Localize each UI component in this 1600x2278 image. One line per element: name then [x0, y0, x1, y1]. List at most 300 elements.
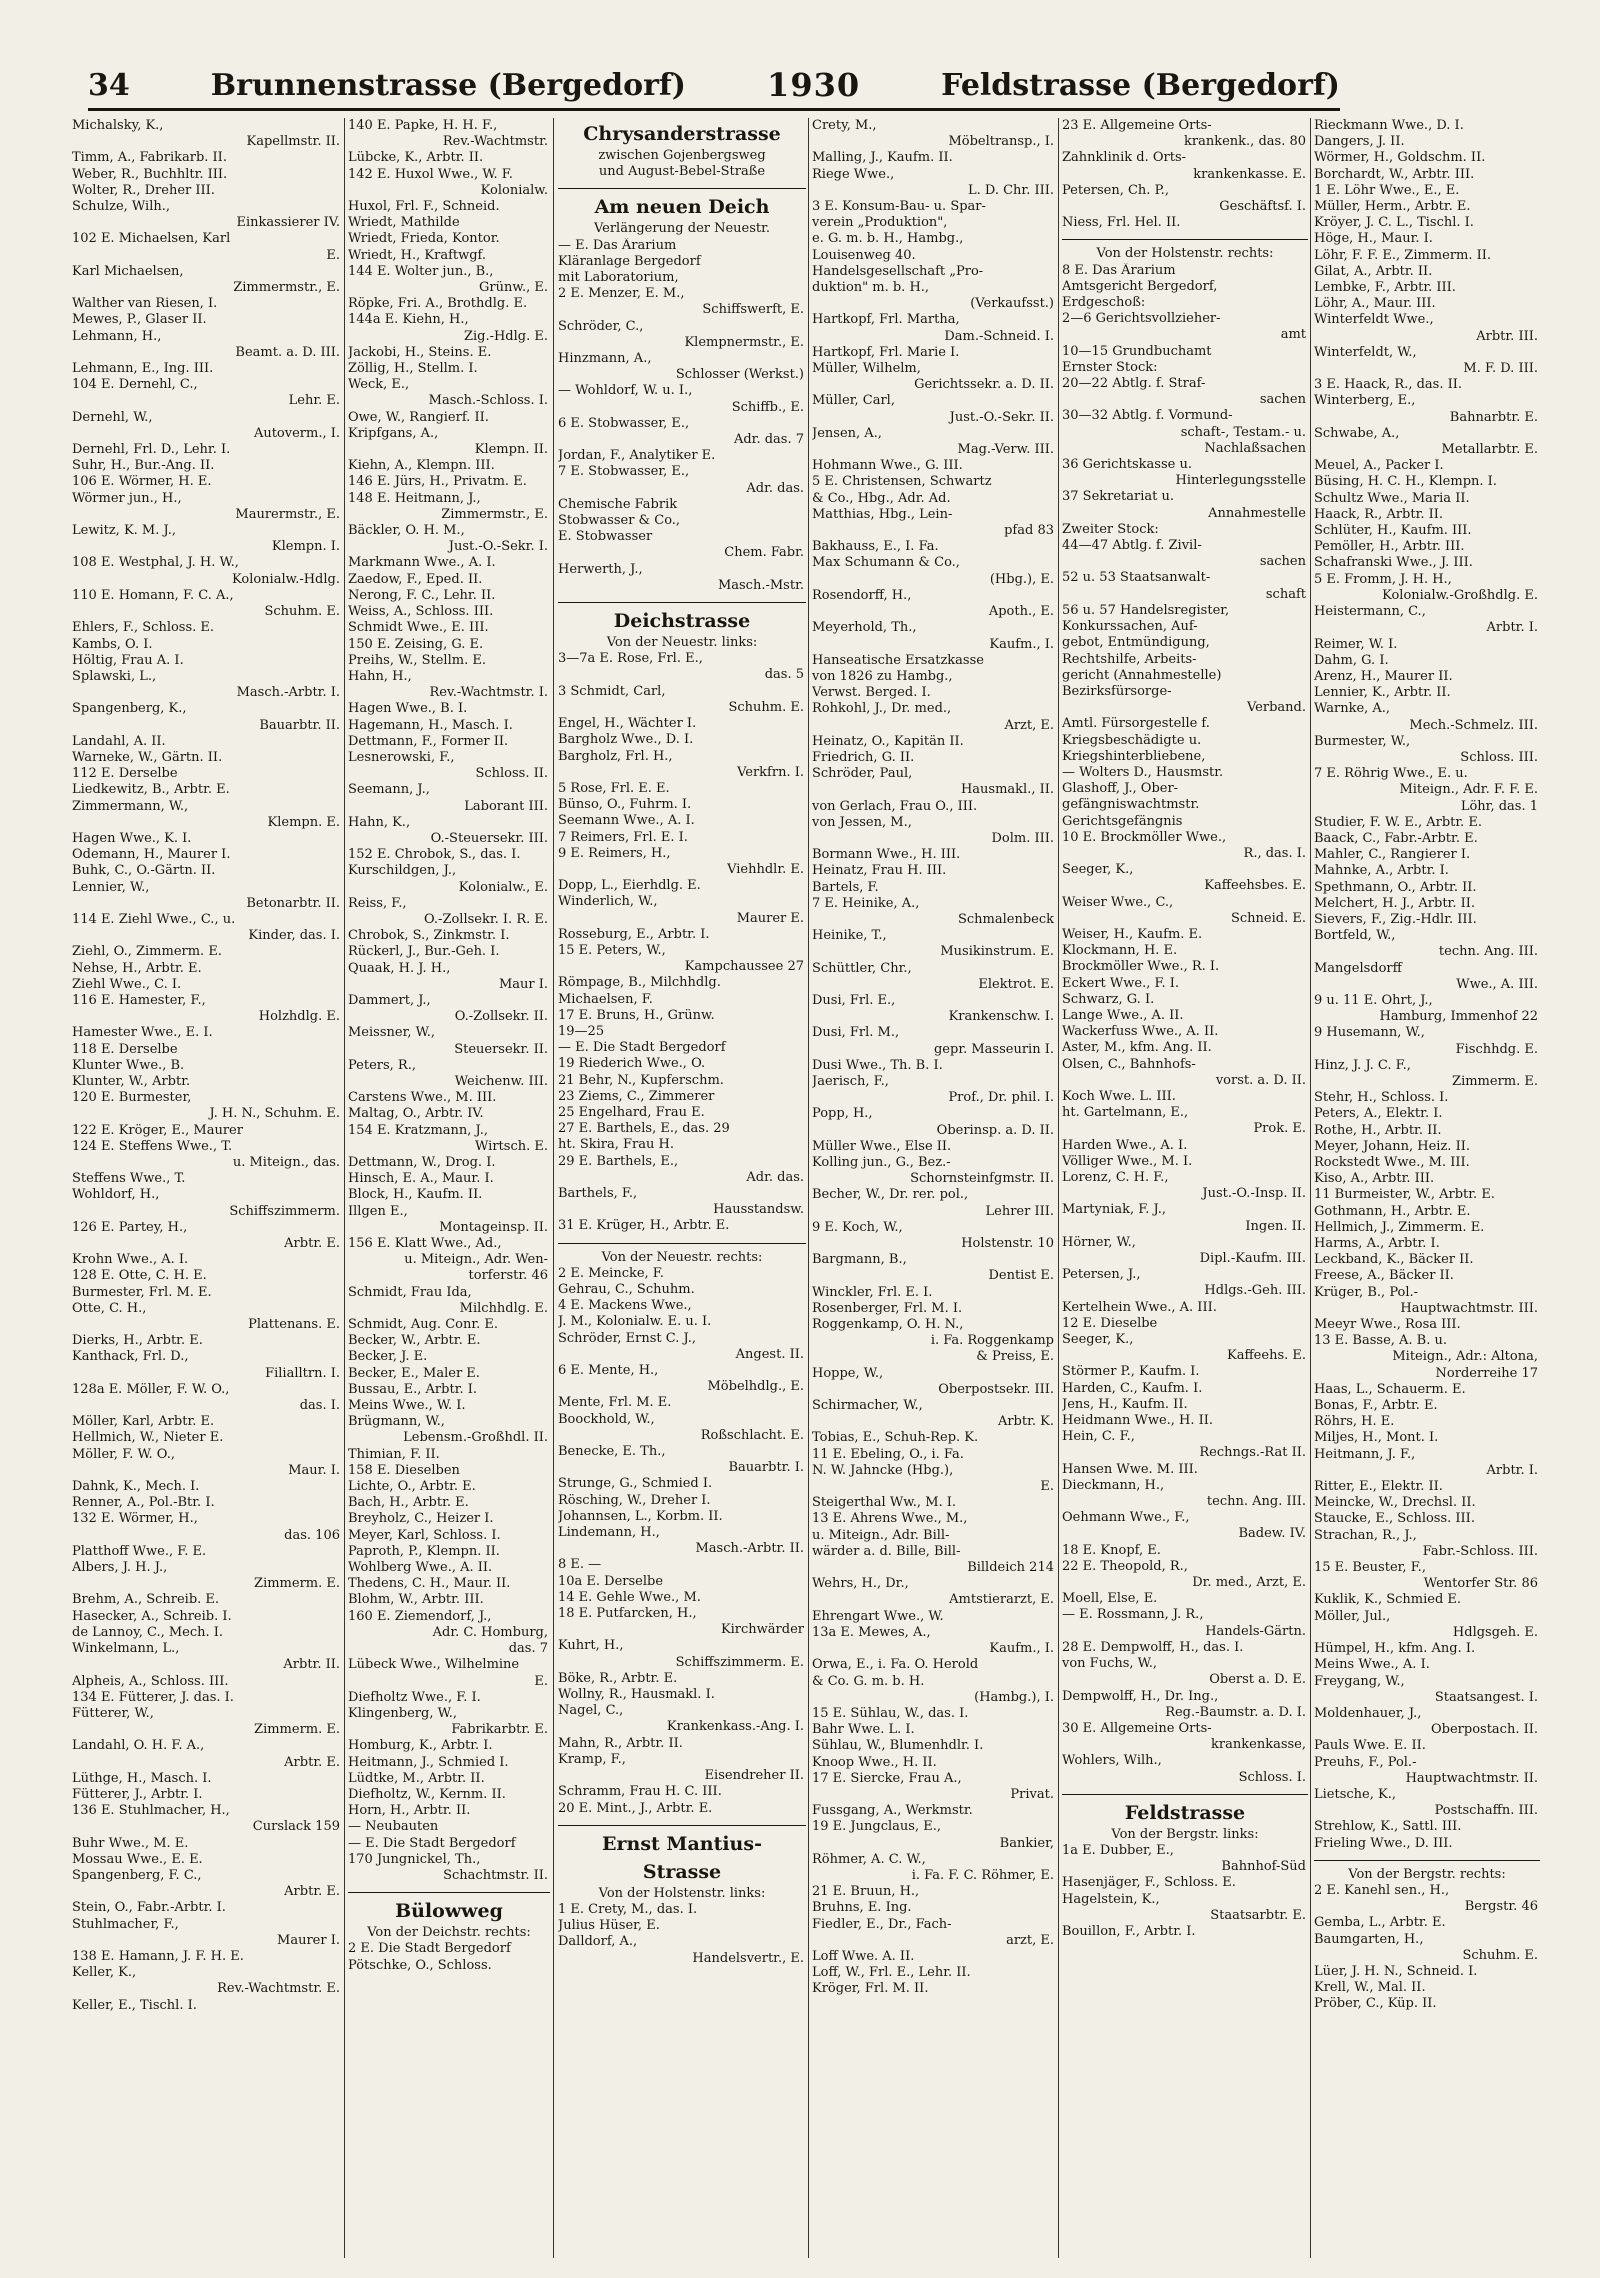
directory-entry-line: Leckband, K., Bäcker II.: [1314, 1252, 1474, 1268]
directory-entry-line: Warneke, W., Gärtn. II.: [72, 749, 223, 765]
directory-entry-line: Hansen Wwe. M. III.: [1062, 1461, 1198, 1477]
directory-entry-line: Rothe, H., Arbtr. II.: [1314, 1122, 1442, 1138]
directory-entry-line: Wwe., A. III.: [1456, 976, 1538, 992]
directory-entry-line: Harms, A., Arbtr. I.: [1314, 1236, 1440, 1252]
directory-entry-line: 7 E. Stobwasser, E.,: [558, 464, 690, 480]
directory-entry-line: Platthoff Wwe., F. E.: [72, 1543, 207, 1559]
directory-entry-line: Stehr, H., Schloss. I.: [1314, 1090, 1449, 1106]
directory-entry-line: Hinz, J. J. C. F.,: [1314, 1057, 1411, 1073]
directory-entry-line: Pötschke, O., Schloss.: [348, 1957, 492, 1973]
directory-entry-line: 19 Riederich Wwe., O.: [558, 1056, 706, 1072]
directory-entry-line: von 1826 zu Hambg.,: [812, 668, 953, 684]
directory-entry-line: Konkurssachen, Auf-: [1062, 619, 1198, 635]
directory-entry-line: Elektrot. E.: [978, 976, 1054, 992]
column-divider: [1310, 118, 1311, 2258]
directory-entry-line: Hohmann Wwe., G. III.: [812, 458, 963, 474]
directory-entry-line: Boockhold, W.,: [558, 1411, 655, 1427]
directory-entry-line: Hagelstein, K.,: [1062, 1891, 1160, 1907]
directory-entry-line: Bahnarbtr. E.: [1449, 409, 1538, 425]
directory-entry-line: krankenk., das. 80: [1184, 134, 1306, 150]
directory-entry-line: Winderlich, W.,: [558, 894, 658, 910]
directory-entry-line: Hoppe, W.,: [812, 1365, 884, 1381]
street-subheading: Von der Neuestr. rechts:: [601, 1249, 763, 1265]
directory-entry-line: Strehlow, K., Sattl. III.: [1314, 1819, 1462, 1835]
directory-entry-line: Schloss. I.: [1238, 1769, 1306, 1785]
directory-entry-line: Filialltrn. I.: [265, 1365, 340, 1381]
directory-entry-line: Seemann Wwe., A. I.: [558, 813, 695, 829]
directory-entry-line: Heinatz, O., Kapitän II.: [812, 733, 964, 749]
directory-entry-line: ht. Gartelmann, E.,: [1062, 1105, 1189, 1121]
directory-entry-line: Möbeltransp., I.: [948, 134, 1054, 150]
directory-entry-line: Harden Wwe., A. I.: [1062, 1137, 1188, 1153]
directory-entry-line: Kinder, das. I.: [248, 928, 340, 944]
directory-entry-line: Kläranlage Bergedorf: [558, 253, 701, 269]
directory-entry-line: 27 E. Barthels, E., das. 29: [558, 1121, 730, 1137]
directory-entry-line: Rechtshilfe, Arbeits-: [1062, 651, 1197, 667]
directory-entry-line: Arbtr. I.: [1486, 1462, 1538, 1478]
directory-entry-line: Liedkewitz, B., Arbtr. E.: [72, 782, 230, 798]
directory-entry-line: 2 E. Die Stadt Bergedorf: [348, 1941, 511, 1957]
directory-entry-line: Gilat, A., Arbtr. II.: [1314, 263, 1433, 279]
street-heading: Am neuen Deich: [594, 196, 770, 219]
directory-entry-line: Albers, J. H. J.,: [72, 1560, 168, 1576]
street-subheading: Verlängerung der Neuestr.: [593, 221, 771, 237]
directory-entry-line: Diefholtz, W., Kernm. II.: [348, 1786, 506, 1802]
directory-entry-line: Wriedt, Frieda, Kontor.: [348, 231, 500, 247]
directory-entry-line: Schramm, Frau H. C. III.: [558, 1784, 722, 1800]
directory-entry-line: Block, H., Kaufm. II.: [348, 1187, 483, 1203]
directory-entry-line: 19 E. Jungclaus, E.,: [812, 1819, 941, 1835]
directory-entry-line: 36 Gerichtskasse u.: [1062, 457, 1192, 473]
directory-entry-line: Arbtr. E.: [284, 1884, 340, 1900]
directory-entry-line: Schwarz, G. I.: [1062, 991, 1155, 1007]
directory-entry-line: 11 E. Ebeling, O., i. Fa.: [812, 1446, 964, 1462]
directory-entry-line: Baack, C., Fabr.-Arbtr. E.: [1314, 830, 1478, 846]
directory-entry-line: Büsing, H. C. H., Klempn. I.: [1314, 474, 1497, 490]
directory-entry-line: das. I.: [299, 1398, 340, 1414]
directory-entry-line: 1 E. Crety, M., das. I.: [558, 1901, 698, 1917]
directory-entry-line: 102 E. Michaelsen, Karl: [72, 231, 231, 247]
directory-entry-line: Michalsky, K.,: [72, 118, 164, 133]
directory-entry-line: Zimmerm. E.: [254, 1722, 340, 1738]
directory-entry-line: Jensen, A.,: [812, 425, 882, 441]
directory-entry-line: Loff Wwe. A. II.: [812, 1948, 915, 1964]
directory-entry-line: gebot, Entmündigung,: [1062, 635, 1210, 651]
directory-entry-line: Matthias, Hbg., Lein-: [812, 506, 953, 522]
directory-entry-line: 154 E. Kratzmann, J.,: [348, 1122, 489, 1138]
directory-entry-line: 15 E. Beuster, F.,: [1314, 1560, 1426, 1576]
directory-entry-line: Lorenz, C. H. F.,: [1062, 1170, 1169, 1185]
directory-entry-line: Jens, H., Kaufm. II.: [1062, 1396, 1188, 1412]
directory-entry-line: Benecke, E. Th.,: [558, 1444, 666, 1460]
directory-entry-line: Wentorfer Str. 86: [1423, 1576, 1538, 1592]
directory-entry-line: Kröger, Frl. M. II.: [812, 1981, 929, 1997]
street-heading: Strasse: [642, 1860, 722, 1883]
section-separator: [558, 1825, 806, 1826]
section-separator: [558, 188, 806, 189]
directory-entry-line: Heidmann Wwe., H. II.: [1062, 1413, 1214, 1429]
directory-entry-line: mit Laboratorium,: [558, 270, 679, 286]
directory-entry-line: Gemba, L., Arbtr. E.: [1314, 1915, 1446, 1931]
directory-entry-line: Meuel, A., Packer I.: [1314, 458, 1444, 474]
directory-entry-line: Just.-O.-Sekr. I.: [448, 539, 548, 555]
directory-entry-line: E. Stobwasser: [558, 529, 653, 545]
directory-entry-line: — E. Das Ärarium: [558, 237, 677, 253]
directory-entry-line: Möller, Jul.,: [1314, 1608, 1391, 1624]
right-street-title: Feldstrasse (Bergedorf): [941, 67, 1340, 103]
directory-entry-line: Fussgang, A., Werkmstr.: [812, 1803, 973, 1819]
directory-entry-line: Lübeck Wwe., Wilhelmine: [348, 1657, 520, 1673]
directory-entry-line: Weiss, A., Schloss. III.: [348, 604, 494, 620]
directory-entry-line: 13 E. Ahrens Wwe., M.,: [812, 1511, 968, 1527]
directory-entry-line: 118 E. Derselbe: [72, 1041, 178, 1057]
directory-entry-line: Bonas, F., Arbtr. E.: [1314, 1398, 1438, 1414]
directory-entry-line: Plattenans. E.: [248, 1317, 340, 1333]
directory-entry-line: Barthels, F.,: [558, 1185, 638, 1201]
directory-entry-line: Kröyer, J. C. L., Tischl. I.: [1314, 215, 1474, 231]
directory-entry-line: Wörmer, H., Goldschm. II.: [1314, 150, 1486, 166]
directory-entry-line: Ehlers, F., Schloss. E.: [72, 620, 215, 636]
directory-entry-line: Paproth, P., Klempn. II.: [348, 1543, 500, 1559]
directory-entry-line: Beamt. a. D. III.: [235, 344, 340, 360]
directory-entry-line: Dalldorf, A.,: [558, 1934, 638, 1950]
directory-entry-line: Hanseatische Ersatzkasse: [812, 652, 984, 668]
directory-entry-line: Möller, Karl, Arbtr. E.: [72, 1414, 215, 1430]
directory-entry-line: Fabrikarbtr. E.: [451, 1722, 548, 1738]
section-separator: [1314, 1860, 1540, 1861]
directory-entry-line: R., das. I.: [1243, 845, 1306, 861]
directory-entry-line: Möller, F. W. O.,: [72, 1446, 175, 1462]
street-heading: Bülowweg: [395, 1900, 503, 1923]
page-number: 34: [88, 67, 130, 103]
directory-entry-line: — E. Die Stadt Bergedorf: [558, 1040, 726, 1056]
directory-entry-line: Mangelsdorff: [1314, 960, 1402, 976]
directory-entry-line: Baumgarten, H.,: [1314, 1931, 1424, 1947]
section-separator: [558, 602, 806, 603]
directory-entry-line: gericht (Annahmestelle): [1062, 667, 1222, 683]
directory-entry-line: Löhr, A., Maur. III.: [1314, 296, 1436, 312]
directory-entry-line: Sievers, F., Zig.-Hdlr. III.: [1314, 911, 1477, 927]
directory-entry-line: Warnke, A.,: [1314, 701, 1391, 717]
directory-entry-line: Rev.-Wachtmstr. E.: [217, 1981, 340, 1997]
street-subheading: Von der Holstenstr. links:: [598, 1885, 766, 1901]
directory-entry-line: Miteign., Adr. F. F. E.: [1399, 782, 1538, 798]
directory-entry-line: 9 E. Reimers, H.,: [558, 845, 671, 861]
directory-entry-line: Staatsarbtr. E.: [1210, 1907, 1306, 1923]
directory-entry-line: 25 Engelhard, Frau E.: [558, 1104, 705, 1120]
directory-entry-line: das. 7: [508, 1641, 548, 1657]
street-subheading: und August-Bebel-Straße: [598, 164, 766, 180]
directory-entry-line: Hagen Wwe., B. I.: [348, 701, 468, 717]
directory-entry-line: 144a E. Kiehn, H.,: [348, 312, 469, 328]
directory-entry-line: Dierks, H., Arbtr. E.: [72, 1333, 203, 1349]
directory-entry-line: 116 E. Hamester, F.,: [72, 992, 206, 1008]
directory-entry-line: 110 E. Homann, F. C. A.,: [72, 587, 234, 603]
directory-entry-line: Louisenweg 40.: [812, 247, 916, 263]
directory-entry-line: Meins Wwe., W. I.: [348, 1398, 466, 1414]
directory-entry-line: Rechngs.-Rat II.: [1199, 1445, 1306, 1461]
directory-entry-line: Handels-Gärtn.: [1205, 1623, 1306, 1639]
directory-entry-line: gefängniswachtmstr.: [1062, 797, 1200, 813]
directory-entry-line: Schiffswerft, E.: [702, 302, 804, 318]
directory-entry-line: Zig.-Hdlg. E.: [463, 328, 548, 344]
directory-entry-line: 112 E. Derselbe: [72, 766, 178, 782]
directory-entry-line: L. D. Chr. III.: [967, 182, 1054, 198]
directory-entry-line: Verband.: [1246, 700, 1306, 716]
directory-entry-line: Staatsangest. I.: [1434, 1689, 1538, 1705]
directory-entry-line: 10a E. Derselbe: [558, 1573, 664, 1589]
directory-entry-line: Dusi Wwe., Th. B. I.: [812, 1057, 943, 1073]
directory-entry-line: von Jessen, M.,: [812, 814, 912, 830]
directory-entry-line: de Lannoy, C., Mech. I.: [72, 1624, 224, 1640]
directory-entry-line: Seeger, K.,: [1062, 862, 1134, 878]
directory-entry-line: Eckert Wwe., F. I.: [1062, 975, 1180, 991]
directory-entry-line: Nehse, H., Arbtr. E.: [72, 960, 202, 976]
directory-entry-line: 29 E. Barthels, E.,: [558, 1153, 679, 1169]
directory-entry-line: Roßschlacht. E.: [700, 1427, 804, 1443]
directory-entry-line: Homburg, K., Arbtr. I.: [348, 1738, 493, 1754]
directory-entry-line: 156 E. Klatt Wwe., Ad.,: [348, 1236, 502, 1252]
directory-entry-line: Dahnk, K., Mech. I.: [72, 1479, 200, 1495]
directory-entry-line: 17 E. Bruns, H., Grünw.: [558, 1007, 715, 1023]
directory-entry-line: — Neubauten: [348, 1819, 439, 1835]
directory-entry-line: Betonarbtr. II.: [246, 895, 340, 911]
directory-entry-line: Curslack 159: [252, 1819, 340, 1835]
directory-entry-line: 20 E. Mint., J., Arbtr. E.: [558, 1800, 713, 1816]
directory-entry-line: verein „Produktion",: [812, 215, 948, 231]
directory-entry-line: Dentist E.: [988, 1268, 1054, 1284]
directory-entry-line: Orwa, E., i. Fa. O. Herold: [812, 1657, 979, 1673]
directory-entry-line: Rösching, W., Dreher I.: [558, 1492, 711, 1508]
directory-entry-line: Lebensm.-Großhdl. II.: [403, 1430, 548, 1446]
directory-entry-line: Bahr Wwe. L. I.: [812, 1722, 915, 1738]
directory-entry-line: Keller, K.,: [72, 1965, 137, 1981]
directory-entry-line: Höge, H., Maur. I.: [1314, 231, 1433, 247]
directory-entry-line: — E. Die Stadt Bergedorf: [348, 1835, 516, 1851]
directory-column-1: [72, 118, 342, 2258]
directory-entry-line: Lübcke, K., Arbtr. II.: [348, 150, 484, 166]
directory-entry-line: Strunge, G., Schmied I.: [558, 1476, 713, 1492]
directory-entry-line: Schlüter, H., Kaufm. III.: [1314, 523, 1472, 539]
directory-entry-line: Hörner, W.,: [1062, 1234, 1136, 1250]
directory-entry-line: Rosendorff, H.,: [812, 587, 912, 603]
directory-entry-line: Pauls Wwe. E. II.: [1314, 1738, 1426, 1754]
directory-entry-line: 104 E. Dernehl, C.,: [72, 377, 198, 393]
directory-entry-line: Heinatz, Frau H. III.: [812, 863, 947, 879]
directory-entry-line: & Preiss, E.: [976, 1349, 1054, 1365]
directory-entry-line: E.: [326, 247, 340, 263]
directory-entry-line: 128 E. Otte, C. H. E.: [72, 1268, 207, 1284]
directory-entry-line: Schlosser (Werkst.): [675, 367, 804, 383]
directory-entry-line: Klunter Wwe., B.: [72, 1057, 185, 1073]
directory-entry-line: techn. Ang. III.: [1206, 1494, 1306, 1510]
directory-entry-line: Prok. E.: [1253, 1121, 1306, 1137]
directory-entry-line: Steigerthal Ww., M. I.: [812, 1495, 957, 1511]
directory-entry-line: Wörmer jun., H.,: [72, 490, 182, 506]
directory-entry-line: Lichte, O., Arbtr. E.: [348, 1479, 476, 1495]
directory-entry-line: Becher, W., Dr. rer. pol.,: [812, 1187, 969, 1203]
directory-entry-line: Hasenjäger, F., Schloss. E.: [1062, 1875, 1236, 1891]
directory-entry-line: Bortfeld, W.,: [1314, 928, 1396, 944]
section-separator: [1062, 1794, 1308, 1795]
directory-entry-line: Stein, O., Fabr.-Arbtr. I.: [72, 1900, 226, 1916]
directory-entry-line: Maurermstr., E.: [235, 506, 340, 522]
directory-entry-line: Wackerfuss Wwe., A. II.: [1062, 1024, 1219, 1040]
directory-entry-line: 13 E. Basse, A. B. u.: [1314, 1333, 1448, 1349]
directory-entry-line: Störmer P., Kaufm. I.: [1062, 1364, 1200, 1380]
directory-entry-line: Mahnke, A., Arbtr. I.: [1314, 863, 1449, 879]
directory-entry-line: i. Fa. F. C. Röhmer, E.: [911, 1867, 1054, 1883]
directory-entry-line: Kuklik, K., Schmied E.: [1314, 1592, 1462, 1608]
directory-entry-line: Lüthge, H., Masch. I.: [72, 1770, 212, 1786]
directory-entry-line: Dam.-Schneid. I.: [944, 328, 1054, 344]
directory-entry-line: Landahl, O. H. F. A.,: [72, 1738, 205, 1754]
directory-entry-line: Verwst. Berged. I.: [812, 685, 931, 701]
directory-entry-line: Spangenberg, F. C.,: [72, 1867, 202, 1883]
directory-entry-line: 124 E. Steffens Wwe., T.: [72, 1138, 233, 1154]
directory-entry-line: 12 E. Dieselbe: [1062, 1315, 1158, 1331]
directory-entry-line: torferstr. 46: [468, 1268, 548, 1284]
directory-entry-line: 132 E. Wörmer, H.,: [72, 1511, 198, 1527]
directory-entry-line: von Fuchs, W.,: [1062, 1656, 1158, 1672]
directory-entry-line: Reiss, F.,: [348, 895, 407, 911]
street-subheading: Von der Bergstr. rechts:: [1348, 1866, 1506, 1882]
directory-entry-line: E.: [1040, 1479, 1054, 1495]
directory-entry-line: 6 E. Stobwasser, E.,: [558, 415, 690, 431]
directory-entry-line: Rev.-Wachtmstr. I.: [429, 685, 548, 701]
directory-entry-line: Höltig, Frau A. I.: [72, 652, 184, 668]
directory-entry-line: Winterfeldt, W.,: [1314, 344, 1417, 360]
directory-entry-line: Koch Wwe. L. III.: [1062, 1088, 1176, 1104]
directory-entry-line: Quaak, H. J. H.,: [348, 960, 451, 976]
directory-entry-line: Dolm. III.: [991, 830, 1054, 846]
directory-entry-line: Maur. I.: [288, 1462, 340, 1478]
directory-entry-line: Postschaffn. III.: [1434, 1803, 1538, 1819]
directory-entry-line: Freese, A., Bäcker II.: [1314, 1268, 1454, 1284]
directory-entry-line: Reimer, W. I.: [1314, 636, 1398, 652]
directory-entry-line: Hein, C. F.,: [1062, 1429, 1135, 1445]
directory-entry-line: 9 Husemann, W.,: [1314, 1025, 1425, 1041]
directory-entry-line: 30 E. Allgemeine Orts-: [1062, 1720, 1212, 1736]
directory-entry-line: Hagen Wwe., K. I.: [72, 830, 192, 846]
directory-entry-line: Seeger, K.,: [1062, 1332, 1134, 1348]
directory-entry-line: Aster, M., kfm. Ang. II.: [1062, 1040, 1212, 1056]
directory-entry-line: Martyniak, F. J.,: [1062, 1202, 1166, 1218]
directory-entry-line: Wohlberg Wwe., A. II.: [348, 1560, 493, 1576]
directory-entry-line: Bergstr. 46: [1464, 1899, 1538, 1915]
directory-entry-line: Musikinstrum. E.: [940, 944, 1054, 960]
directory-entry-line: 146 E. Jürs, H., Privatm. E.: [348, 474, 527, 490]
directory-entry-line: Röpke, Fri. A., Brothdlg. E.: [348, 296, 528, 312]
directory-entry-line: Petersen, J.,: [1062, 1267, 1141, 1283]
directory-entry-line: 18 E. Knopf, E.: [1062, 1542, 1161, 1558]
directory-entry-line: 21 Behr, N., Kupferschm.: [558, 1072, 724, 1088]
directory-entry-line: O.-Steuersekr. III.: [430, 830, 548, 846]
directory-entry-line: Römpage, B., Milchhdlg.: [558, 975, 721, 991]
directory-entry-line: Hümpel, H., kfm. Ang. I.: [1314, 1641, 1476, 1657]
directory-entry-line: Schachtmstr. II.: [443, 1867, 548, 1883]
directory-entry-line: Krüger, B., Pol.-: [1314, 1284, 1419, 1300]
directory-entry-line: Olsen, C., Bahnhofs-: [1062, 1056, 1196, 1072]
directory-entry-line: Spangenberg, K.,: [72, 701, 187, 717]
directory-entry-line: 3 Schmidt, Carl,: [558, 683, 666, 699]
directory-entry-line: 44—47 Abtlg. f. Zivil-: [1062, 538, 1202, 554]
directory-entry-line: Müller, Herm., Arbtr. E.: [1314, 199, 1471, 215]
directory-entry-line: 148 E. Heitmann, J.,: [348, 490, 481, 506]
directory-entry-line: Schröder, C.,: [558, 318, 644, 334]
directory-entry-line: Steffens Wwe., T.: [72, 1171, 186, 1187]
directory-entry-line: 15 E. Peters, W.,: [558, 942, 666, 958]
directory-entry-line: Timm, A., Fabrikarb. II.: [72, 150, 227, 166]
directory-entry-line: (Hbg.), E.: [989, 571, 1054, 587]
directory-entry-line: Weiser Wwe., C.,: [1062, 894, 1174, 910]
directory-entry-line: Bargmann, B.,: [812, 1252, 907, 1268]
directory-entry-line: Schafranski Wwe., J. III.: [1314, 555, 1473, 571]
directory-entry-line: Crety, M.,: [812, 118, 877, 133]
directory-entry-line: Moldenhauer, J.,: [1314, 1705, 1422, 1721]
directory-entry-line: Roggenkamp, O. H. N.,: [812, 1317, 964, 1333]
directory-entry-line: Einkassierer IV.: [236, 215, 340, 231]
directory-entry-line: Bartels, F.: [812, 879, 879, 895]
directory-entry-line: Blohm, W., Arbtr. III.: [348, 1592, 484, 1608]
directory-entry-line: (Verkaufsst.): [970, 296, 1054, 312]
directory-entry-line: Arbtr. III.: [1476, 328, 1538, 344]
directory-entry-line: e. G. m. b. H., Hambg.,: [812, 231, 964, 247]
directory-entry-line: Schuhm. E.: [264, 604, 340, 620]
directory-entry-line: Heinike, T.,: [812, 928, 887, 944]
directory-entry-line: Dr. med., Arzt, E.: [1192, 1575, 1306, 1591]
directory-entry-line: Adr. das.: [746, 480, 804, 496]
directory-entry-line: 144 E. Wolter jun., B.,: [348, 263, 494, 279]
directory-entry-line: Dempwolff, H., Dr. Ing.,: [1062, 1688, 1219, 1704]
directory-entry-line: das. 106: [284, 1527, 340, 1543]
directory-column-5: [1062, 118, 1308, 2258]
directory-entry-line: 170 Jungnickel, Th.,: [348, 1851, 481, 1867]
street-heading: Ernst Mantius-: [602, 1832, 762, 1855]
directory-entry-line: 10—15 Grundbuchamt: [1062, 343, 1212, 359]
directory-entry-line: 11 Burmeister, W., Arbtr. E.: [1314, 1187, 1495, 1203]
directory-entry-line: 142 E. Huxol Wwe., W. F.: [348, 166, 513, 182]
directory-entry-line: 23 E. Allgemeine Orts-: [1062, 118, 1212, 133]
directory-entry-line: Löhr, F. F. E., Zimmerm. II.: [1314, 247, 1492, 263]
directory-entry-line: Zimmermstr., E.: [233, 280, 340, 296]
directory-entry-line: Tobias, E., Schuh-Rep. K.: [812, 1430, 979, 1446]
directory-entry-line: 19—25: [558, 1023, 605, 1039]
directory-entry-line: Glashoff, J., Ober-: [1062, 781, 1179, 797]
directory-entry-line: Heitmann, J., Schmied I.: [348, 1754, 509, 1770]
directory-entry-line: Müller Wwe., Else II.: [812, 1138, 952, 1154]
directory-entry-line: 14 E. Gehle Wwe., M.: [558, 1589, 701, 1605]
directory-entry-line: Müller, Carl,: [812, 393, 895, 409]
directory-entry-line: Moell, Else, E.: [1062, 1591, 1158, 1607]
directory-entry-line: Stobwasser & Co.,: [558, 513, 681, 529]
directory-entry-line: Metallarbtr. E.: [1441, 442, 1538, 458]
directory-entry-line: Hdlgsgeh. E.: [1452, 1624, 1538, 1640]
directory-entry-line: krankenkasse. E.: [1193, 166, 1306, 182]
directory-column-2: [348, 118, 550, 2258]
directory-entry-line: Maltag, O., Arbtr. IV.: [348, 1106, 484, 1122]
directory-entry-line: Erdgeschoß:: [1062, 295, 1146, 311]
directory-entry-line: 22 E. Theopold, R.,: [1062, 1558, 1188, 1574]
directory-entry-line: Böke, R., Arbtr. E.: [558, 1670, 678, 1686]
directory-entry-line: 150 E. Zeising, G. E.: [348, 636, 484, 652]
directory-entry-line: Arbtr. E.: [284, 1236, 340, 1252]
directory-entry-line: Buhk, C., O.-Gärtn. II.: [72, 863, 216, 879]
directory-entry-line: 9 E. Koch, W.,: [812, 1219, 903, 1235]
directory-entry-line: Riege Wwe.,: [812, 166, 895, 182]
directory-entry-line: Dahm, G. I.: [1314, 652, 1389, 668]
column-divider: [553, 118, 554, 2258]
